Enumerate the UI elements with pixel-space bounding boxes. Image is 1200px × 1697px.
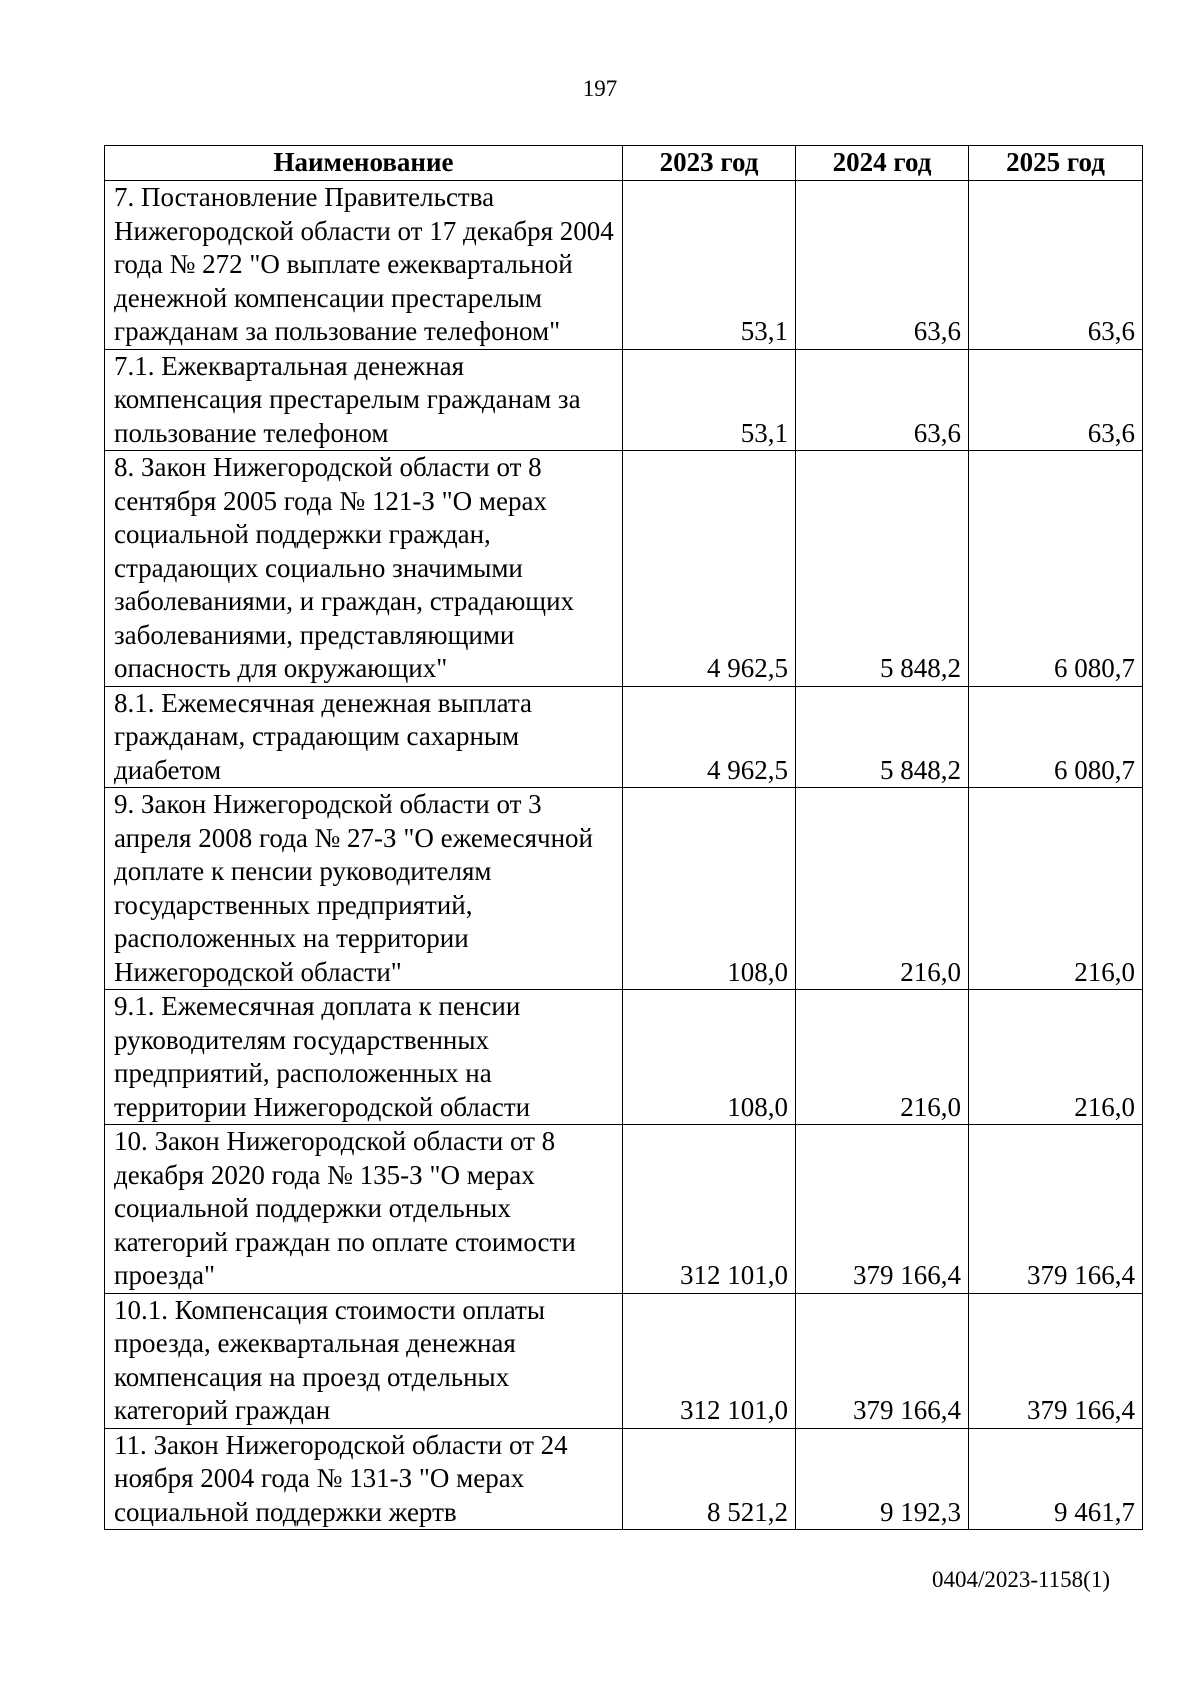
row-2023: 312 101,0 xyxy=(623,1293,796,1428)
row-name: 8. Закон Нижегородской области от 8 сентября 2005 года № 121-З "О мерах социальной поддержки граждан, страдающих социально значимыми заболеваниями, и граждан, страдающих заболеваниями, представляющими опасность для окружающих" xyxy=(105,451,623,687)
row-2023: 4 962,5 xyxy=(623,451,796,687)
table-row xyxy=(105,451,1143,687)
header-2025: 2025 год xyxy=(969,146,1143,181)
row-name: 7.1. Ежеквартальная денежная компенсация престарелым гражданам за пользование телефоном xyxy=(105,349,623,451)
row-name: 9. Закон Нижегородской области от 3 апреля 2008 года № 27-З "О ежемесячной доплате к пенсии руководителям государственных предприятий, расположенных на территории Нижегородской области" xyxy=(105,788,623,990)
row-2023: 108,0 xyxy=(623,990,796,1125)
row-2025: 6 080,7 xyxy=(969,451,1143,687)
table-row xyxy=(105,1125,1143,1294)
row-2025: 216,0 xyxy=(969,788,1143,990)
table-row xyxy=(105,181,1143,350)
row-2024: 5 848,2 xyxy=(796,686,969,788)
header-2023: 2023 год xyxy=(623,146,796,181)
row-2025: 379 166,4 xyxy=(969,1293,1143,1428)
header-name: Наименование xyxy=(105,146,623,181)
row-name: 11. Закон Нижегородской области от 24 ноября 2004 года № 131-З "О мерах социальной поддержки жертв xyxy=(105,1428,623,1530)
row-2024: 379 166,4 xyxy=(796,1125,969,1294)
budget-table xyxy=(104,145,1143,1530)
row-name: 8.1. Ежемесячная денежная выплата гражданам, страдающим сахарным диабетом xyxy=(105,686,623,788)
row-2024: 63,6 xyxy=(796,181,969,350)
row-2025: 63,6 xyxy=(969,181,1143,350)
row-2023: 8 521,2 xyxy=(623,1428,796,1530)
row-name: 10. Закон Нижегородской области от 8 декабря 2020 года № 135-З "О мерах социальной поддержки отдельных категорий граждан по оплате стоимости проезда" xyxy=(105,1125,623,1294)
row-2024: 5 848,2 xyxy=(796,451,969,687)
row-2024: 216,0 xyxy=(796,788,969,990)
table-row xyxy=(105,349,1143,451)
row-2024: 9 192,3 xyxy=(796,1428,969,1530)
row-2023: 4 962,5 xyxy=(623,686,796,788)
row-2023: 108,0 xyxy=(623,788,796,990)
row-2025: 216,0 xyxy=(969,990,1143,1125)
row-name: 7. Постановление Правительства Нижегородской области от 17 декабря 2004 года № 272 "О выплате ежеквартальной денежной компенсации престарелым гражданам за пользование телефоном" xyxy=(105,181,623,350)
table-row xyxy=(105,1293,1143,1428)
table-row xyxy=(105,686,1143,788)
table-row xyxy=(105,788,1143,990)
row-2023: 312 101,0 xyxy=(623,1125,796,1294)
header-2024: 2024 год xyxy=(796,146,969,181)
page-number: 197 xyxy=(582,76,618,101)
row-2023: 53,1 xyxy=(623,181,796,350)
table-row xyxy=(105,1428,1143,1530)
table-header-row xyxy=(105,146,1143,181)
row-2024: 63,6 xyxy=(796,349,969,451)
row-name: 10.1. Компенсация стоимости оплаты проезда, ежеквартальная денежная компенсация на проезд отдельных категорий граждан xyxy=(105,1293,623,1428)
row-2025: 379 166,4 xyxy=(969,1125,1143,1294)
row-2023: 53,1 xyxy=(623,349,796,451)
row-name: 9.1. Ежемесячная доплата к пенсии руководителям государственных предприятий, расположенных на территории Нижегородской области xyxy=(105,990,623,1125)
document-code: 0404/2023-1158(1) xyxy=(931,1567,1110,1592)
row-2025: 63,6 xyxy=(969,349,1143,451)
row-2025: 6 080,7 xyxy=(969,686,1143,788)
row-2024: 216,0 xyxy=(796,990,969,1125)
row-2024: 379 166,4 xyxy=(796,1293,969,1428)
row-2025: 9 461,7 xyxy=(969,1428,1143,1530)
table-row xyxy=(105,990,1143,1125)
